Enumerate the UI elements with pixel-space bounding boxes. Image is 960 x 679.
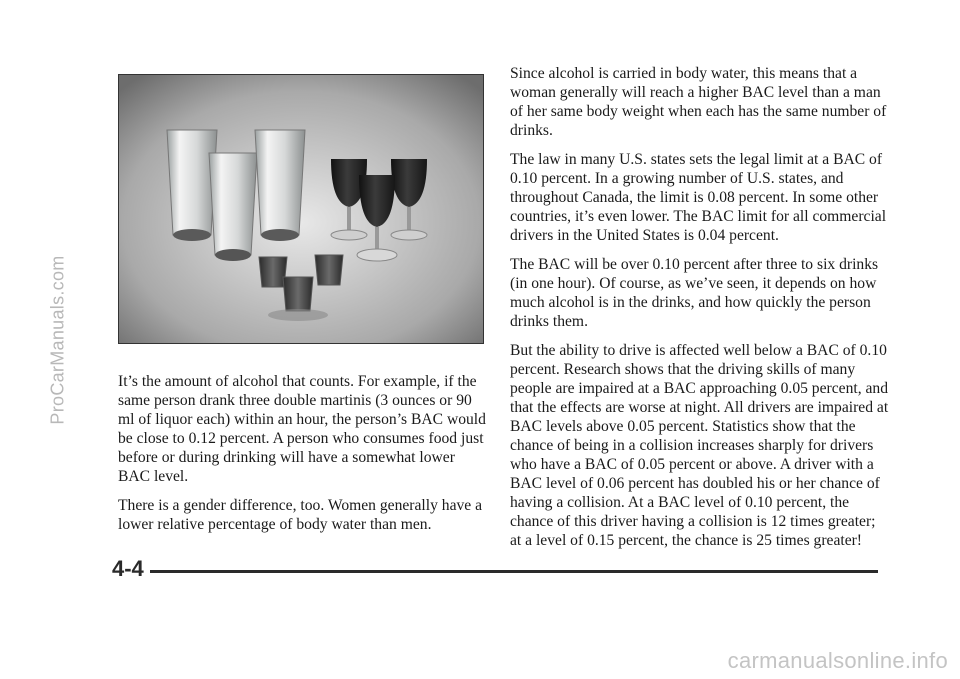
left-text-column (118, 372, 488, 544)
footer-rule (150, 570, 878, 573)
side-watermark: ProCarManuals.com (47, 255, 68, 425)
bottom-watermark: carmanualsonline.info (727, 648, 948, 673)
paragraph: The law in many U.S. states sets the legal limit at a BAC of 0.10 percent. In a growing number of U.S. states, and throughout Canada, the limit is 0.08 percent. In some other countries, it’s even lower. The BAC limit for all commercial drivers in the United States is 0.04 percent. (510, 151, 887, 244)
drinks-illustration (119, 75, 483, 343)
right-text-column (510, 64, 890, 560)
paragraph: There is a gender difference, too. Women generally have a lower relative percentage of body water than men. (118, 497, 483, 533)
paragraph: But the ability to drive is affected well below a BAC of 0.10 percent. Research shows that the driving skills of many people are impaired at a BAC approaching 0.05 percent, and that the effects are worse at night. All drivers are impaired at BAC levels above 0.05 percent. Statistics show that the chance of being in a collision increases sharply for drivers who have a BAC of 0.05 percent or above. A driver with a BAC level of 0.06 percent has doubled his or her chance of having a collision. At a BAC level of 0.10 percent, the chance of this driver having a collision is 12 times greater; at a level of 0.15 percent, the chance is 25 times greater! (510, 342, 889, 549)
page-number: 4-4 (112, 556, 144, 581)
paragraph: It’s the amount of alcohol that counts. For example, if the same person drank three double martinis (3 ounces or 90 ml of liquor each) within an hour, the person’s BAC would be close to 0.12 percent. A person who consumes food just before or during drinking will have a somewhat lower BAC level. (118, 373, 486, 485)
paragraph: Since alcohol is carried in body water, this means that a woman generally will reach a higher BAC level than a man of her same body weight when each has the same number of drinks. (510, 65, 887, 139)
paragraph: The BAC will be over 0.10 percent after three to six drinks (in one hour). Of course, as we’ve seen, it depends on how much alcohol is in the drinks, and how quickly the person drinks them. (510, 256, 879, 330)
drinks-photo (118, 74, 484, 344)
